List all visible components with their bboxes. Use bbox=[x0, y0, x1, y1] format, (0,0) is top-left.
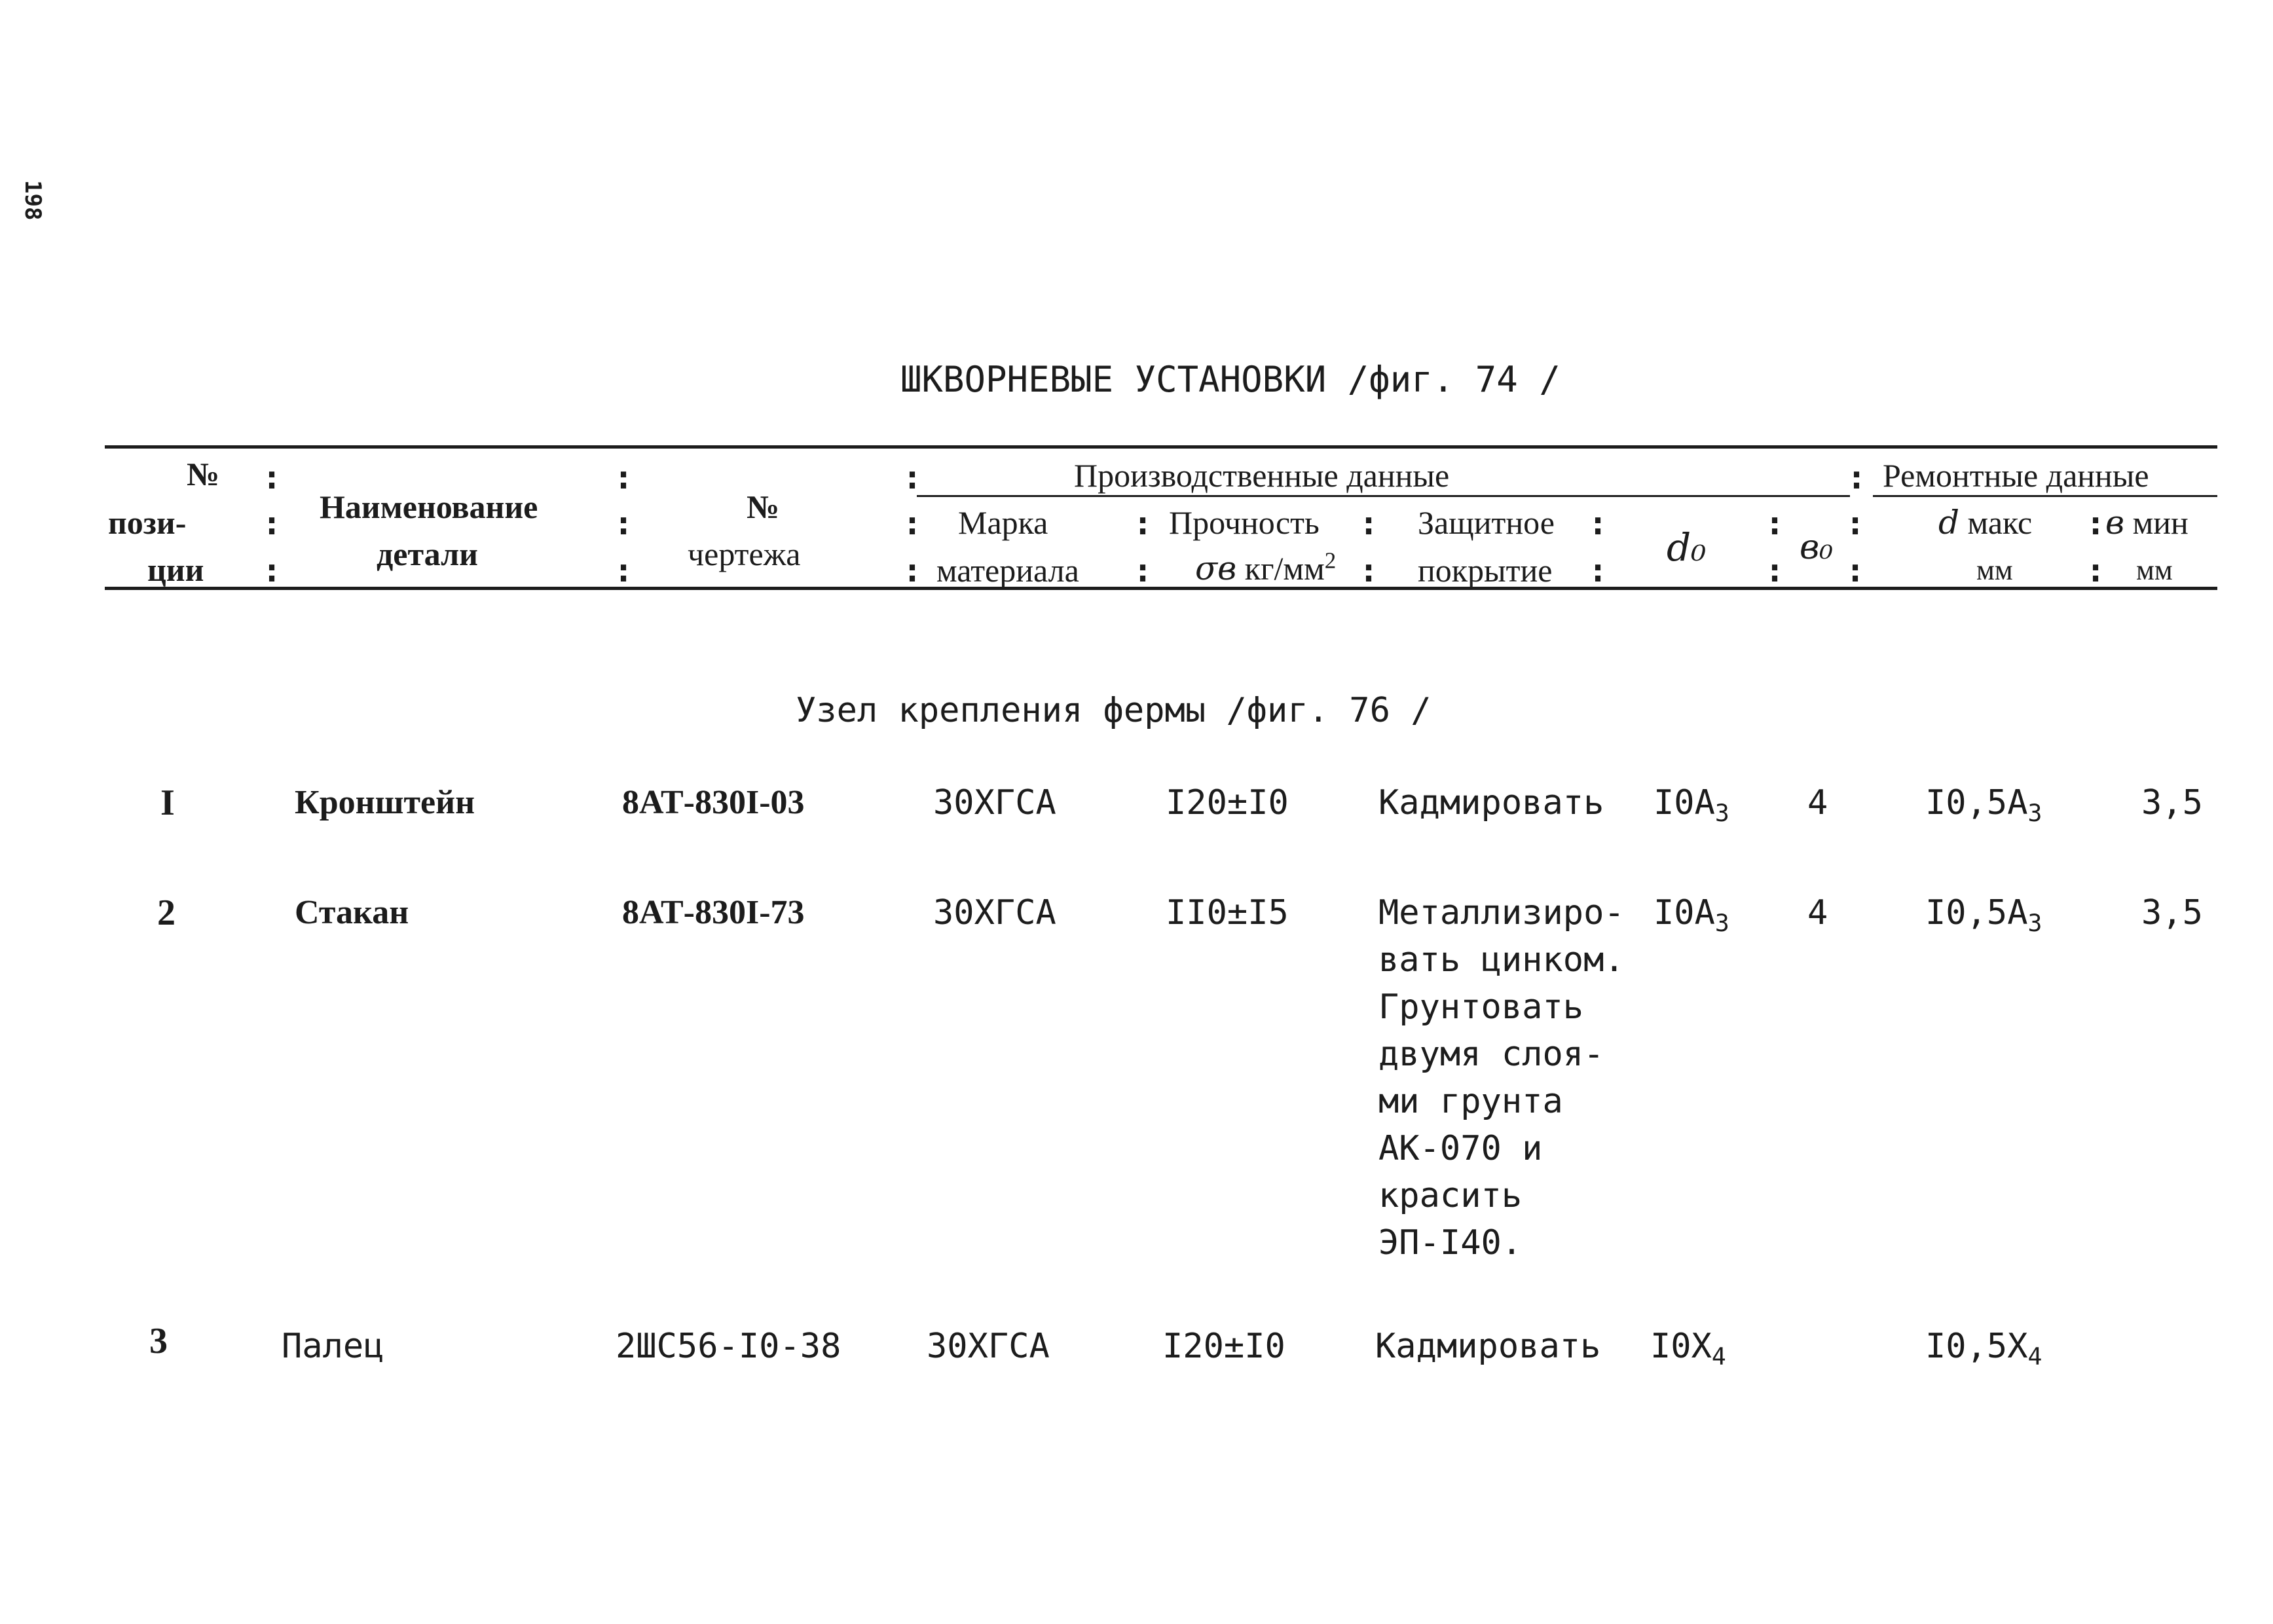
header-separator: : bbox=[1845, 551, 1866, 589]
row-2-dmax-value: I0,5А bbox=[1925, 893, 2028, 932]
row-1-material: 30ХГСА bbox=[933, 783, 1056, 822]
header-production-group: Производственные данные bbox=[1074, 457, 1450, 494]
row-1-d0-value: I0А bbox=[1654, 783, 1715, 822]
header-repair-group: Ремонтные данные bbox=[1883, 457, 2149, 494]
row-1-dmax-subscript: 3 bbox=[2027, 798, 2042, 827]
row-1-d0-subscript: 3 bbox=[1714, 798, 1729, 827]
row-3-material: 30ХГСА bbox=[927, 1327, 1050, 1366]
header-separator: : bbox=[1847, 458, 1867, 496]
row-1-dmax-value: I0,5А bbox=[1925, 783, 2028, 822]
dmax-label: макс bbox=[1967, 504, 2033, 541]
bmin-symbol: в bbox=[2105, 504, 2125, 542]
header-separator: : bbox=[2086, 504, 2106, 542]
row-2-name: Стакан bbox=[295, 894, 409, 931]
row-3-coating: Кадмировать bbox=[1375, 1327, 1601, 1366]
row-1-pos: I bbox=[160, 783, 175, 823]
row-3-name: Палец bbox=[282, 1327, 384, 1366]
header-coating-line2: покрытие bbox=[1418, 552, 1553, 589]
row-2-pos: 2 bbox=[157, 893, 176, 933]
row-2-dmax bbox=[1925, 889, 2042, 936]
header-separator: : bbox=[1588, 504, 1608, 542]
header-drawing-line2: чертежа bbox=[688, 536, 801, 572]
header-separator: : bbox=[1765, 551, 1785, 589]
row-1-strength: I20±I0 bbox=[1166, 783, 1289, 822]
row-2-dmax-subscript: 3 bbox=[2027, 908, 2042, 937]
header-separator: : bbox=[1765, 504, 1785, 542]
header-pos-line1: № bbox=[187, 456, 220, 492]
row-3-d0-subscript: 4 bbox=[1711, 1342, 1726, 1371]
row-1-coating: Кадмировать bbox=[1378, 783, 1604, 822]
row-1-bmin: 3,5 bbox=[2141, 783, 2203, 822]
row-3-d0-value: I0Х bbox=[1650, 1327, 1712, 1366]
header-bottom-rule bbox=[105, 587, 2217, 590]
row-3-dmax-value: I0,5Х bbox=[1925, 1327, 2028, 1366]
row-3-d0 bbox=[1650, 1323, 1726, 1370]
row-2-material: 30ХГСА bbox=[933, 893, 1056, 932]
row-3-pos: 3 bbox=[149, 1321, 168, 1361]
header-material-line2: материала bbox=[936, 552, 1079, 589]
header-dmax bbox=[1938, 499, 2032, 546]
row-2-coating: Металлизиро- вать цинком. Грунтовать двумя слоя- ми грунта АК-070 и красить ЭП-I40. bbox=[1378, 893, 1625, 1263]
header-separator: : bbox=[1359, 504, 1379, 542]
header-separator: : bbox=[2086, 551, 2106, 589]
row-2-b0: 4 bbox=[1807, 893, 1828, 932]
page-number: 198 bbox=[20, 180, 46, 221]
header-separator: : bbox=[262, 504, 282, 542]
row-1-d0 bbox=[1654, 779, 1729, 826]
header-separator: : bbox=[1845, 504, 1866, 542]
header-drawing-line1: № bbox=[747, 489, 780, 525]
row-2-d0-subscript: 3 bbox=[1714, 908, 1729, 937]
strength-exponent: 2 bbox=[1324, 547, 1337, 574]
row-1-b0: 4 bbox=[1807, 783, 1828, 822]
header-pos-line2: пози- bbox=[108, 504, 187, 541]
header-separator: : bbox=[902, 504, 923, 542]
header-strength-line1: Прочность bbox=[1169, 504, 1320, 541]
header-name-line2: детали bbox=[377, 536, 478, 572]
row-2-d0 bbox=[1654, 889, 1729, 936]
row-3-dmax bbox=[1925, 1323, 2042, 1370]
header-top-rule bbox=[105, 445, 2217, 449]
bmin-label: мин bbox=[2132, 504, 2189, 541]
header-separator: : bbox=[614, 551, 634, 589]
row-1-dmax bbox=[1925, 779, 2042, 826]
strength-unit: кг/мм bbox=[1244, 550, 1325, 587]
header-separator: : bbox=[1359, 551, 1379, 589]
row-3-drawing: 2ШС56-I0-38 bbox=[616, 1327, 841, 1366]
header-dmax-unit: мм bbox=[1976, 554, 2013, 586]
header-separator: : bbox=[1588, 551, 1608, 589]
header-bmin bbox=[2105, 499, 2189, 546]
row-1-drawing: 8АТ-830I-03 bbox=[622, 784, 805, 821]
header-separator: : bbox=[614, 458, 634, 496]
header-bmin-unit: мм bbox=[2136, 554, 2173, 586]
header-separator: : bbox=[902, 458, 923, 496]
header-separator: : bbox=[902, 551, 923, 589]
row-2-drawing: 8АТ-830I-73 bbox=[622, 894, 805, 931]
dmax-symbol: d bbox=[1938, 504, 1960, 542]
header-separator: : bbox=[262, 551, 282, 589]
row-3-strength: I20±I0 bbox=[1162, 1327, 1285, 1366]
header-coating-line1: Защитное bbox=[1418, 504, 1555, 541]
header-separator: : bbox=[1133, 551, 1153, 589]
row-2-strength: II0±I5 bbox=[1166, 893, 1289, 932]
header-separator: : bbox=[262, 458, 282, 496]
row-2-bmin: 3,5 bbox=[2141, 893, 2203, 932]
section-title: Узел крепления фермы /фиг. 76 / bbox=[796, 691, 1432, 730]
row-3-dmax-subscript: 4 bbox=[2027, 1342, 2042, 1371]
strength-symbol: σв bbox=[1195, 549, 1237, 587]
header-pos-line3: ции bbox=[147, 551, 204, 588]
header-strength-line2 bbox=[1195, 545, 1336, 592]
page-title: ШКВОРНЕВЫЕ УСТАНОВКИ /фиг. 74 / bbox=[900, 359, 1561, 400]
header-material-line1: Марка bbox=[958, 504, 1048, 541]
header-separator: : bbox=[1133, 504, 1153, 542]
row-1-name: Кронштейн bbox=[295, 784, 475, 821]
header-name-line1: Наименование bbox=[320, 489, 538, 525]
row-2-d0-value: I0А bbox=[1654, 893, 1715, 932]
header-separator: : bbox=[614, 504, 634, 542]
header-d0: d₀ bbox=[1667, 525, 1707, 570]
header-b0: в₀ bbox=[1800, 528, 1834, 567]
